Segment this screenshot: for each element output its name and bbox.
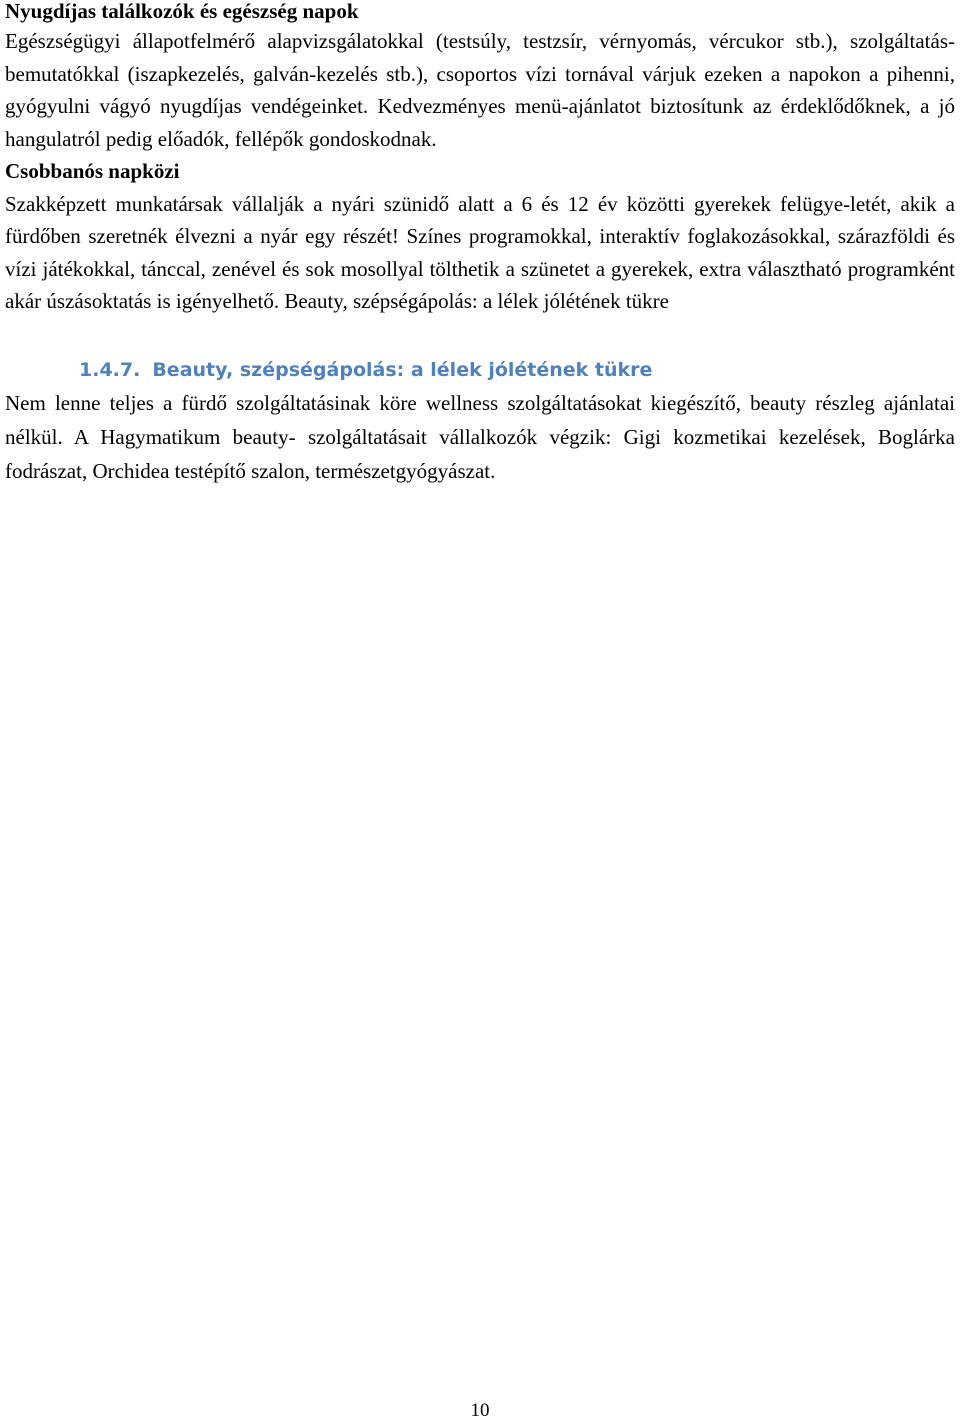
document-page (5, 0, 955, 488)
paragraph-nyugdijas: Egészségügyi állapotfelmérő alapvizsgálatokkal (testsúly, testzsír, vérnyomás, vércukor stb.), szolgáltatás-bemutatókkal (iszapkezelés, galván-kezelés stb.), csoportos vízi tornával várjuk ezeken a napokon a pihenni, gyógyulni vágyó nyugdíjas vendégeinket. Kedvezményes menü-ajánlatot biztosítunk az érdeklődőknek, a jó hangulatról pedig előadók, fellépők gondoskodnak. (5, 29, 955, 151)
section-title-beauty (5, 357, 955, 383)
page-number: 10 (470, 1400, 490, 1421)
paragraph-csobbanos: Szakképzett munkatársak vállalják a nyári szünidő alatt a 6 és 12 év közötti gyerekek felügye-letét, akik a fürdőben szeretnék élvezni a nyár egy részét! Színes programokkal, interaktív foglakozásokkal, szárazföldi és vízi játékokkal, tánccal, zenével és sok mosollyal tölthetik a szünetet a gyerekek, extra választható programként akár úszásoktatás is igényelhető. Beauty, szépségápolás: a lélek jólétének tükre (5, 191, 955, 313)
section-number: 1.4.7. (79, 358, 141, 381)
paragraph-beauty: Nem lenne teljes a fürdő szolgáltatásinak köre wellness szolgáltatásokat kiegészítő, beauty részleg ajánlatai nélkül. A Hagymatikum beauty- szolgáltatásait vállalkozók végzik: Gigi kozmetikai kezelések, Boglárka fodrászat, Orchidea testépítő szalon, természetgyógyászat. (5, 390, 955, 483)
section-title-text: Beauty, szépségápolás: a lélek jólétének tükre (152, 358, 653, 381)
section-heading-csobbanos: Csobbanós napközi (5, 159, 180, 183)
section-heading-nyugdijas: Nyugdíjas találkozók és egészség napok (5, 0, 359, 23)
